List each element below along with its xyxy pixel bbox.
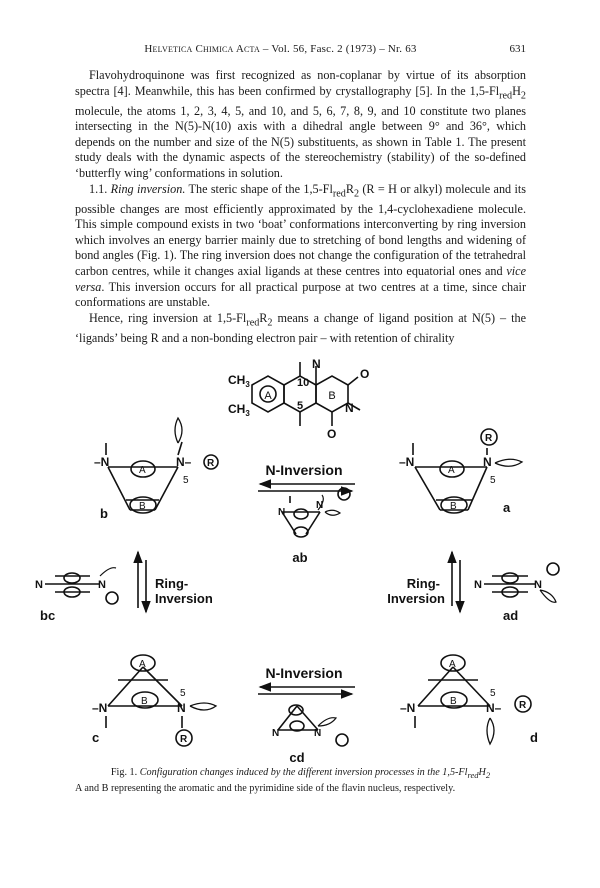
conformer-b [94,418,218,521]
ab-n-right: N [316,500,324,511]
p3-text-b: means a change of ligand position at N(5) – the ‘ligands’ being R and a non-bonding electron pair – with retention of chirality [75,310,526,345]
caption-h: H [478,767,486,778]
a-n5: 5 [490,475,496,486]
a-ring-b: B [450,501,457,512]
c-ring-b: B [141,696,148,707]
p1-text-b: molecule, the atoms 1, 2, 3, 4, 5, and 10, and 5, 6, 7, 8, 9, and 10 constitute two planes intersecting in the N(5)-N(10) axis with a dihedral angle between 9° and 36°, which depends on the number and size of the N(5) substituents, as shown in Table 1. The present study deals with the dynamic aspects of the stereochemistry (stability) of the so-defined ‘butterfly wing’ conformations in solution. [75,103,526,180]
d-n5: 5 [490,688,496,699]
ch3-top: $CH_3$ [228,373,250,389]
b-ring-a: A [139,465,146,476]
label-b: b [100,506,108,521]
n-inversion-label-bottom: N-Inversion [265,665,343,681]
p2-text-r: R [345,181,354,196]
p2-sub-2: 2 [353,188,360,200]
ring-label-right-2: Inversion [387,591,445,606]
ring-a-label: A [264,390,272,402]
c-n-left: –N [92,701,108,715]
n-inversion-bottom [258,665,355,765]
c-n-right: N [177,701,186,715]
p3-sub-2: 2 [267,317,273,329]
b-r: R [207,458,215,469]
n-inversion-label-top: N-Inversion [265,462,343,478]
caption-line-1 [75,766,526,782]
p2-text-a: The steric shape of the 1,5-Fl [185,181,333,196]
b-n5: 5 [183,475,189,486]
conformer-a [399,429,522,515]
caption-sub-2: 2 [485,770,491,781]
label-cd: cd [289,750,305,765]
ring-label-left-1: Ring- [155,576,189,591]
d-n-right: N– [486,701,502,715]
bc-n-right: N [98,579,106,591]
caption-prefix: Fig. 1. [110,767,138,778]
n-inversion-top [258,462,355,565]
ring-inversion-left [35,552,213,623]
ring-inversion-right [387,552,559,623]
a-ring-a: A [448,465,455,476]
journal-volume: Vol. 56, Fasc. 2 (1973) [271,43,377,55]
label-d: d [530,730,538,745]
p2-sub-red: red [332,188,346,200]
n-label-right: N [345,401,354,415]
ring-label-right-1: Ring- [406,576,440,591]
caption-sub-red: red [467,770,479,781]
ad-n-right: N [534,579,542,591]
label-c: c [92,730,100,745]
journal-number: Nr. 63 [387,43,417,55]
p2-text-b: (R = H or alkyl) molecule and its possible changes are most efficiently approximated by the 1,4-cyclohexadiene molecule. This simple compound exists in two ‘boat’ conformations interconverting by ring inversion which involves an energy barrier mainly due to stretching of bond lengths and widening of bond angles (Fig. 1). The ring inversion does not change the configuration of the tetrahedral carbon centres, while it changes axial ligands at these centres into equatorial ones and [75,181,526,278]
section-title: Ring inversion. [110,181,186,196]
n5-label: 5 [297,400,304,412]
c-ring-a: A [139,659,146,670]
ring-label-left-2: Inversion [155,591,213,606]
p2-text-c: . This inversion occurs for all practical purpose at two centres at a time, since chair conformations are unstable. [75,279,526,310]
p3-sub-red: red [246,317,260,329]
caption-text: Configuration changes induced by the different inversion processes in the 1,5-Fl [139,767,468,778]
b-n-right: N– [176,455,192,469]
p1-sub-2: 2 [520,90,526,102]
p3-text-r: R [259,310,268,325]
label-a: a [503,500,511,515]
a-r: R [485,433,493,444]
a-n-left: –N [399,455,415,469]
label-ad: ad [503,608,519,623]
d-n-left: –N [400,701,416,715]
bc-n-left: N [35,579,43,591]
page-number: 631 [509,43,526,55]
cd-n-right: N [314,728,322,739]
c-n5: 5 [180,688,186,699]
ab-n-left: N [278,507,286,518]
c-r: R [180,734,188,745]
d-ring-b: B [450,696,457,707]
p2-vice-versa: vice versa [75,264,526,294]
p1-sub-red: red [499,90,513,102]
figure-caption [75,766,526,796]
conformer-d [400,655,538,745]
d-ring-a: A [449,659,456,670]
n10-label: 10 [297,377,310,389]
journal-name: Helvetica Chimica Acta [144,43,260,55]
ad-n-left: N [474,579,482,591]
flavin-structure [228,357,369,441]
label-ab: ab [292,550,308,565]
ring-b-label: B [328,390,336,402]
b-ring-b: B [139,501,146,512]
p1-text-h: H [512,83,521,98]
label-bc: bc [40,608,56,623]
cd-n-left: N [272,728,280,739]
o-label-bottom: O [327,427,337,441]
o-label-right: O [360,367,370,381]
d-r: R [519,700,527,711]
b-n-left: –N [94,455,110,469]
a-n-right: N [483,455,492,469]
caption-line-2: A and B representing the aromatic and the pyrimidine side of the flavin nucleus, respectively. [75,783,456,795]
section-number: 1.1. [89,181,108,196]
separator: – [259,43,272,55]
separator: – [376,43,388,55]
conformer-c [92,655,216,746]
p3-text-a: Hence, ring inversion at 1,5-Fl [89,310,247,325]
n-label-top: N [312,357,321,371]
p1-text-a: Flavohydroquinone was first recognized as non-coplanar by virtue of its absorption spectra [4]. Meanwhile, this has been confirmed by crystallography [5]. In the 1,5-Fl [75,68,526,98]
ch3-bottom: $CH_3$ [228,402,250,418]
